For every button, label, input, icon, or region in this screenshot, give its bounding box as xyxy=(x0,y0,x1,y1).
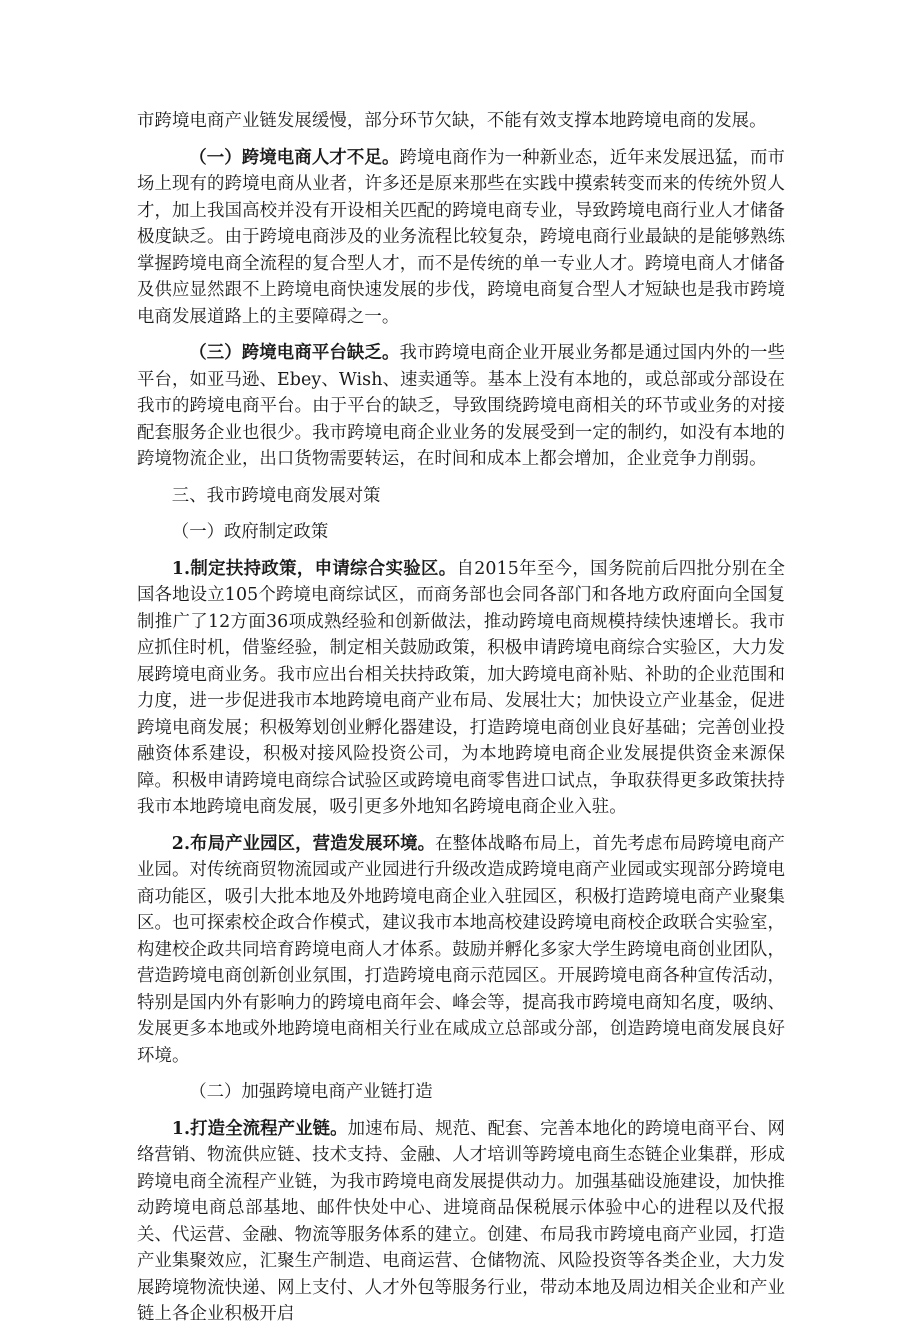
paragraph-body: 市跨境电商产业链发展缓慢，部分环节欠缺，不能有效支撑本地跨境电商的发展。 xyxy=(137,111,767,131)
paragraph-industrial-park xyxy=(137,831,785,1070)
paragraph-talent-shortage xyxy=(137,145,785,331)
paragraph-body: 跨境电商作为一种新业态，近年来发展迅猛，而市场上现有的跨境电商从业者，许多还是原来那些在实践中摸索转变而来的传统外贸人才，加上我国高校并没有开设相关匹配的跨境电商专业，导致跨境电商行业人才储备极度缺乏。由于跨境电商涉及的业务流程比较复杂，跨境电商行业最缺的是能够熟练掌握跨境电商全流程的复合型人才，而不是传统的单一专业人才。跨境电商人才储备及供应显然跟不上跨境电商快速发展的步伐，跨境电商复合型人才短缺也是我市跨境电商发展道路上的主要障碍之一。 xyxy=(137,147,786,327)
paragraph-support-policy xyxy=(137,556,785,821)
paragraph-platform-lack xyxy=(137,340,785,473)
sub-heading-policy: （一）政府制定政策 xyxy=(171,522,329,542)
paragraph-lead: （一）跨境电商人才不足。 xyxy=(189,147,400,168)
paragraph-lead: 1.打造全流程产业链。 xyxy=(171,1118,348,1139)
paragraph-continuation xyxy=(137,108,785,135)
paragraph-lead: （三）跨境电商平台缺乏。 xyxy=(189,343,400,363)
paragraph-body: 自2015年至今，国务院前后四批分别在全国各地设立105个跨境电商综试区，而商务部也会同各部门和各地方政府面向全国复制推广了12方面36项成熟经验和创新做法，推动跨境电商规模持续快速增长。我市应抓住时机，借鉴经验，制定相关鼓励政策，积极申请跨境电商综合实验区，大力发展跨境电商业务。我市应出台相关扶持政策，加大跨境电商补贴、补助的企业范围和力度，进一步促进我市本地跨境电商产业布局、发展壮大；加快设立产业基金，促进跨境电商发展；积极筹划创业孵化器建设，打造跨境电商创业良好基础；完善创业投融资体系建设，积极对接风险投资公司，为本地跨境电商企业发展提供资金来源保障。积极申请跨境电商综合试验区或跨境电商零售进口试点，争取获得更多政策扶持我市本地跨境电商发展，吸引更多外地知名跨境电商企业入驻。 xyxy=(137,558,785,817)
paragraph-body: 在整体战略布局上，首先考虑布局跨境电商产业园。对传统商贸物流园或产业园进行升级改造成跨境电商产业园或实现部分跨境电商功能区，吸引大批本地及外地跨境电商企业入驻园区，积极打造跨境电商产业聚集区。也可探索校企政合作模式，建议我市本地高校建设跨境电商校企政联合实验室，构建校企政共同培育跨境电商人才体系。鼓励并孵化多家大学生跨境电商创业团队，营造跨境电商创新创业氛围，打造跨境电商示范园区。开展跨境电商各种宣传活动，特别是国内外有影响力的跨境电商年会、峰会等，提高我市跨境电商知名度，吸纳、发展更多本地或外地跨境电商相关行业在咸成立总部或分部，创造跨境电商发展良好环境。 xyxy=(137,833,785,1066)
paragraph-full-chain xyxy=(137,1116,785,1328)
paragraph-body: 我市跨境电商企业开展业务都是通过国内外的一些平台，如亚马逊、Ebey、Wish、速卖通等。基本上没有本地的，或总部或分部设在我市的跨境电商平台。由于平台的缺乏，导致围绕跨境电商相关的环节或业务的对接配套服务企业也很少。我市跨境电商企业业务的发展受到一定的制约，如没有本地的跨境物流企业，出口货物需要转运，在时间和成本上都会增加，企业竞争力削弱。 xyxy=(137,343,786,469)
sub-heading-industry-chain: （二）加强跨境电商产业链打造 xyxy=(189,1082,433,1102)
document-page xyxy=(137,108,785,1338)
paragraph-body: 加速布局、规范、配套、完善本地化的跨境电商平台、网络营销、物流供应链、技术支持、金融、人才培训等跨境电商生态链企业集群，形成跨境电商全流程产业链，为我市跨境电商发展提供动力。加强基础设施建设，加快推动跨境电商总部基地、邮件快处中心、进境商品保税展示体验中心的进程以及代报关、代运营、金融、物流等服务体系的建立。创建、布局我市跨境电商产业园，打造产业集聚效应，汇聚生产制造、电商运营、仓储物流、风险投资等各类企业，大力发展跨境物流快递、网上支付、人才外包等服务行业，带动本地及周边相关企业和产业链上各企业积极开启 xyxy=(137,1118,785,1324)
paragraph-lead: 2.布局产业园区，营造发展环境。 xyxy=(171,833,436,854)
paragraph-lead: 1.制定扶持政策，申请综合实验区。 xyxy=(171,558,457,579)
section-heading: 三、我市跨境电商发展对策 xyxy=(171,485,381,506)
